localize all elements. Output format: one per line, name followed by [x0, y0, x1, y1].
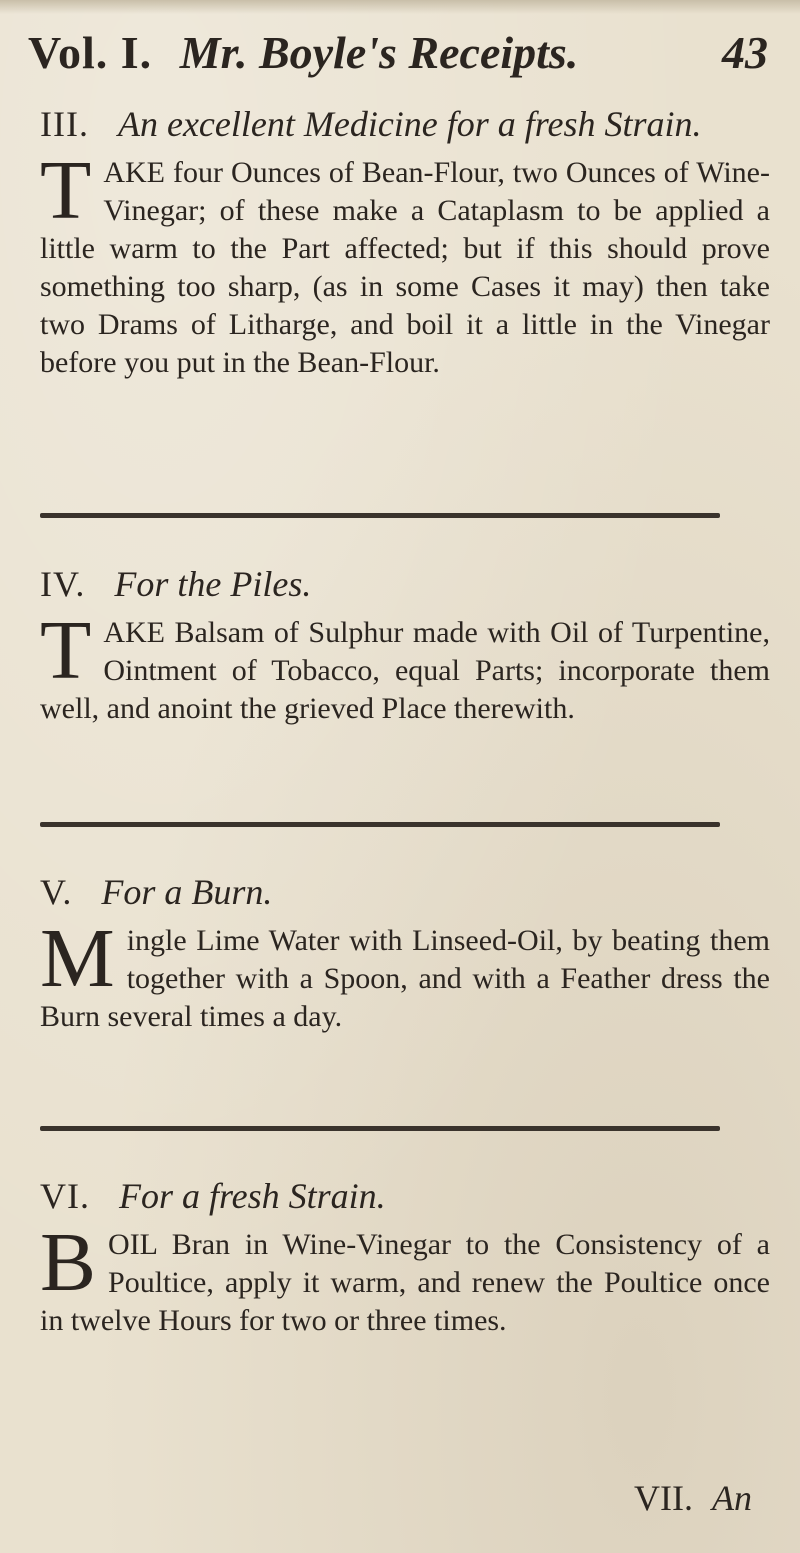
section-body — [40, 604, 770, 728]
section-body — [40, 912, 770, 1036]
drop-cap: T — [40, 144, 92, 237]
catchword-word: An — [712, 1478, 752, 1518]
section-numeral: IV. — [40, 564, 86, 604]
section-text: ingle Lime Water with Linseed-Oil, by beating them together with a Spoon, and with a Feather dress the Burn several times a day. — [40, 924, 770, 1033]
section-text: OIL Bran in Wine-Vinegar to the Consistency of a Poultice, apply it warm, and renew the Poultice once in twelve Hours for two or three times. — [40, 1228, 770, 1337]
section-divider — [40, 1126, 720, 1131]
drop-cap: M — [40, 912, 115, 1005]
section-numeral: III. — [40, 104, 89, 144]
section-title: An excellent Medicine for a fresh Strain. — [117, 104, 702, 144]
page-number: 43 — [722, 27, 768, 78]
catchword — [634, 1476, 752, 1520]
catchword-numeral: VII. — [634, 1478, 693, 1518]
section-body — [40, 144, 770, 382]
section-divider — [40, 822, 720, 827]
section-numeral: VI. — [40, 1176, 90, 1216]
section-heading — [40, 100, 770, 148]
running-head — [28, 18, 768, 88]
receipt-section-3 — [40, 100, 770, 382]
section-title: For a Burn. — [101, 872, 273, 912]
section-title: For the Piles. — [114, 564, 312, 604]
section-numeral: V. — [40, 872, 73, 912]
drop-cap: T — [40, 604, 92, 697]
receipt-section-6 — [40, 1172, 770, 1340]
drop-cap: B — [40, 1216, 97, 1309]
section-heading — [40, 560, 770, 608]
page-top-edge — [0, 0, 800, 14]
receipt-section-5 — [40, 868, 770, 1036]
section-text: AKE four Ounces of Bean-Flour, two Ounces of Wine-Vinegar; of these make a Cataplasm to be applied a little warm to the Part affected; but if this should prove something too sharp, (as in some Cases it may) then take two Drams of Litharge, and boil it a little in the Vinegar before you put in the Bean-Flour. — [40, 156, 770, 379]
section-title: For a fresh Strain. — [119, 1176, 386, 1216]
section-body — [40, 1216, 770, 1340]
section-heading — [40, 1172, 770, 1220]
volume-label: Vol. I. — [28, 27, 153, 78]
section-divider — [40, 513, 720, 518]
section-heading — [40, 868, 770, 916]
receipt-section-4 — [40, 560, 770, 728]
book-title: Mr. Boyle's Receipts. — [179, 27, 579, 78]
section-text: AKE Balsam of Sulphur made with Oil of Turpentine, Ointment of Tobacco, equal Parts; incorporate them well, and anoint the grieved Place therewith. — [40, 616, 770, 725]
